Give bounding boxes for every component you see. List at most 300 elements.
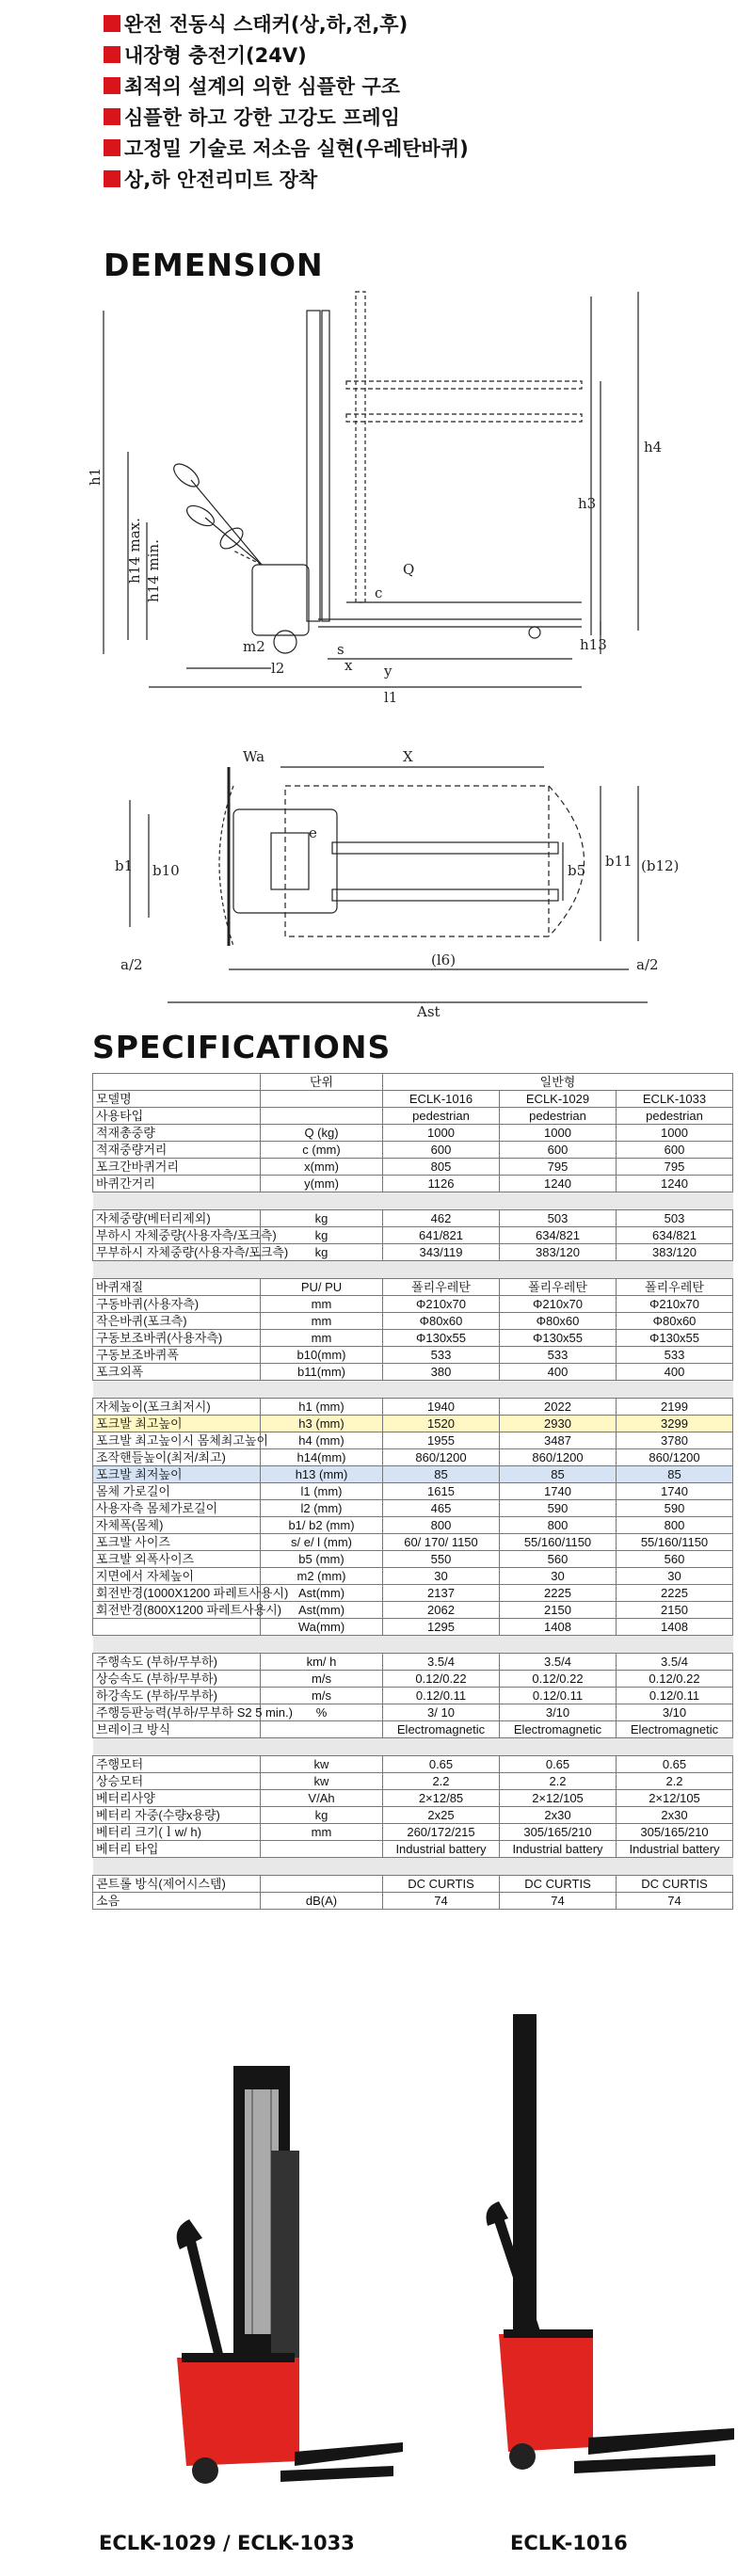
- spec-row: [93, 1568, 733, 1585]
- spec-unit-cell: s/ e/ l (mm): [261, 1534, 383, 1551]
- spec-value-cell: 3/10: [617, 1704, 733, 1721]
- spec-row: [93, 1585, 733, 1602]
- spec-label-cell: 주행등판능력(부하/무부하 S2 5 min.): [93, 1704, 261, 1721]
- spec-value-cell: 85: [500, 1466, 617, 1483]
- spec-value-cell: 1740: [617, 1483, 733, 1500]
- feature-list: [104, 8, 469, 194]
- spec-value-cell: 30: [383, 1568, 500, 1585]
- h3-label: h3: [578, 495, 597, 512]
- spec-value-cell: Φ130x55: [383, 1330, 500, 1347]
- spec-value-cell: 1000: [500, 1125, 617, 1142]
- spec-value-cell: DC CURTIS: [500, 1876, 617, 1893]
- spec-row: [93, 1347, 733, 1364]
- m2-label: m2: [243, 638, 265, 655]
- spec-row: [93, 1091, 733, 1108]
- spec-gap-row: [93, 1192, 733, 1210]
- spec-value-cell: ECLK-1016: [383, 1091, 500, 1108]
- spec-row: [93, 1416, 733, 1432]
- spec-value-cell: 600: [500, 1142, 617, 1159]
- spec-row: [93, 1824, 733, 1841]
- feature-text: 완전 전동식 스태커(상,하,전,후): [124, 12, 409, 36]
- b11-label: b11: [605, 853, 633, 870]
- feature-text: 심플한 하고 강한 고강도 프레임: [124, 105, 400, 129]
- spec-unit-cell: c (mm): [261, 1142, 383, 1159]
- h14max-label: h14 max.: [126, 518, 143, 584]
- spec-label-cell: 사용자측 몸체가로길이: [93, 1500, 261, 1517]
- spec-label-cell: 베터리 크기(ｌw/ h): [93, 1824, 261, 1841]
- spec-value-cell: 85: [383, 1466, 500, 1483]
- spec-label-cell: 무부하시 자체중량(사용자측/포크측): [93, 1244, 261, 1261]
- spec-row: [93, 1756, 733, 1773]
- spec-unit-cell: kw: [261, 1756, 383, 1773]
- spec-value-cell: Φ80x60: [617, 1313, 733, 1330]
- spec-value-cell: 1295: [383, 1619, 500, 1636]
- spec-value-cell: 0.12/0.22: [383, 1671, 500, 1688]
- spec-value-cell: 2150: [500, 1602, 617, 1619]
- spec-value-cell: 634/821: [500, 1227, 617, 1244]
- spec-value-cell: 폴리우레탄: [617, 1279, 733, 1296]
- dimension-title: DEMENSION: [104, 247, 324, 283]
- spec-row: [93, 1125, 733, 1142]
- spec-value-cell: Φ80x60: [383, 1313, 500, 1330]
- spec-value-cell: 305/165/210: [617, 1824, 733, 1841]
- spec-value-cell: 2022: [500, 1399, 617, 1416]
- spec-value-cell: Electromagnetic: [500, 1721, 617, 1738]
- spec-value-cell: 533: [617, 1347, 733, 1364]
- spec-gap-cell: [93, 1858, 733, 1876]
- spec-unit-cell: l1 (mm): [261, 1483, 383, 1500]
- spec-value-cell: 634/821: [617, 1227, 733, 1244]
- spec-label-cell: 부하시 자체중량(사용자측/포크측): [93, 1227, 261, 1244]
- spec-label-cell: 포크발 사이즈: [93, 1534, 261, 1551]
- spec-value-cell: 74: [383, 1893, 500, 1910]
- spec-row: [93, 1364, 733, 1381]
- spec-value-cell: 폴리우레탄: [500, 1279, 617, 1296]
- spec-value-cell: 3/ 10: [383, 1704, 500, 1721]
- spec-label-cell: 포크발 최저높이: [93, 1466, 261, 1483]
- spec-row: [93, 1807, 733, 1824]
- feature-text: 고정밀 기술로 저소음 실현(우레탄바퀴): [124, 136, 469, 160]
- spec-gap-cell: [93, 1192, 733, 1210]
- spec-value-cell: 380: [383, 1364, 500, 1381]
- feature-item: [104, 132, 469, 163]
- spec-value-cell: Φ210x70: [500, 1296, 617, 1313]
- a2-right-label: a/2: [636, 956, 659, 973]
- red-square-bullet-icon: [104, 46, 120, 63]
- spec-unit-cell: b5 (mm): [261, 1551, 383, 1568]
- spec-row: [93, 1279, 733, 1296]
- l2-label: l2: [271, 660, 285, 677]
- spec-unit-cell: l2 (mm): [261, 1500, 383, 1517]
- spec-value-cell: 2x25: [383, 1807, 500, 1824]
- specifications-title: SPECIFICATIONS: [92, 1029, 392, 1065]
- h13-label: h13: [580, 636, 607, 653]
- red-square-bullet-icon: [104, 139, 120, 156]
- spec-row: [93, 1602, 733, 1619]
- spec-unit-cell: [261, 1721, 383, 1738]
- spec-value-cell: 400: [617, 1364, 733, 1381]
- spec-value-cell: 1940: [383, 1399, 500, 1416]
- spec-value-cell: 2930: [500, 1416, 617, 1432]
- spec-label-cell: 구동바퀴(사용자측): [93, 1296, 261, 1313]
- caption-eclk-1016: ECLK-1016: [510, 2532, 628, 2554]
- spec-label-cell: 포크간바퀴거리: [93, 1159, 261, 1176]
- spec-value-cell: 0.12/0.11: [383, 1688, 500, 1704]
- spec-value-cell: 1240: [500, 1176, 617, 1192]
- spec-unit-cell: x(mm): [261, 1159, 383, 1176]
- spec-unit-cell: b10(mm): [261, 1347, 383, 1364]
- spec-value-cell: 55/160/1150: [500, 1534, 617, 1551]
- spec-unit-cell: mm: [261, 1313, 383, 1330]
- wa-label: Wa: [243, 748, 265, 765]
- top-view-drawing: [92, 748, 680, 1021]
- spec-unit-cell: mm: [261, 1296, 383, 1313]
- spec-value-cell: 2×12/85: [383, 1790, 500, 1807]
- spec-unit-cell: Wa(mm): [261, 1619, 383, 1636]
- spec-unit-cell: b1/ b2 (mm): [261, 1517, 383, 1534]
- spec-label-cell: 몸체 가로길이: [93, 1483, 261, 1500]
- spec-value-cell: 800: [500, 1517, 617, 1534]
- spec-label-cell: 회전반경(1000X1200 파레트사용시): [93, 1585, 261, 1602]
- spec-value-cell: 860/1200: [500, 1449, 617, 1466]
- x-top-label: X: [403, 748, 413, 765]
- spec-row: [93, 1773, 733, 1790]
- spec-unit-cell: dB(A): [261, 1893, 383, 1910]
- spec-gap-row: [93, 1261, 733, 1279]
- spec-label-cell: 베터리 자중(수량x용량): [93, 1807, 261, 1824]
- spec-row: [93, 1654, 733, 1671]
- spec-value-cell: 1240: [617, 1176, 733, 1192]
- h14min-label: h14 min.: [145, 539, 162, 602]
- x-label: x: [344, 657, 353, 674]
- spec-value-cell: 305/165/210: [500, 1824, 617, 1841]
- feature-item: [104, 101, 469, 132]
- spec-row: [93, 1330, 733, 1347]
- feature-item: [104, 8, 469, 39]
- spec-value-cell: 795: [500, 1159, 617, 1176]
- spec-value-cell: 2x30: [500, 1807, 617, 1824]
- spec-label-cell: 적재총중량: [93, 1125, 261, 1142]
- q-label: Q: [403, 561, 415, 578]
- spec-row: [93, 1483, 733, 1500]
- spec-row: [93, 1619, 733, 1636]
- spec-label-cell: 포크외폭: [93, 1364, 261, 1381]
- spec-row: [93, 1176, 733, 1192]
- spec-label-cell: 주행모터: [93, 1756, 261, 1773]
- spec-label-cell: 포크발 최고높이시 몸체최고높이: [93, 1432, 261, 1449]
- spec-value-cell: 2.2: [383, 1773, 500, 1790]
- spec-label-cell: 회전반경(800X1200 파레트사용시): [93, 1602, 261, 1619]
- spec-value-cell: Electromagnetic: [383, 1721, 500, 1738]
- spec-value-cell: 2225: [500, 1585, 617, 1602]
- spec-unit-cell: b11(mm): [261, 1364, 383, 1381]
- spec-value-cell: 74: [617, 1893, 733, 1910]
- spec-value-cell: 2.2: [617, 1773, 733, 1790]
- spec-value-cell: 3.5/4: [617, 1654, 733, 1671]
- spec-row: [93, 1688, 733, 1704]
- spec-value-cell: 343/119: [383, 1244, 500, 1261]
- spec-label-cell: 브레이크 방식: [93, 1721, 261, 1738]
- spec-value-cell: 2x30: [617, 1807, 733, 1824]
- spec-value-cell: 533: [383, 1347, 500, 1364]
- spec-value-cell: 503: [500, 1210, 617, 1227]
- spec-value-cell: 641/821: [383, 1227, 500, 1244]
- spec-value-cell: 2×12/105: [617, 1790, 733, 1807]
- spec-label-cell: 자체폭(몸체): [93, 1517, 261, 1534]
- spec-unit-cell: m/s: [261, 1671, 383, 1688]
- spec-row: [93, 1466, 733, 1483]
- spec-label-cell: 주행속도 (부하/무부하): [93, 1654, 261, 1671]
- spec-value-cell: Electromagnetic: [617, 1721, 733, 1738]
- spec-value-cell: 2225: [617, 1585, 733, 1602]
- spec-row: [93, 1142, 733, 1159]
- spec-label-cell: 적재중량거리: [93, 1142, 261, 1159]
- ast-label: Ast: [417, 1003, 441, 1020]
- spec-value-cell: Industrial battery: [383, 1841, 500, 1858]
- spec-value-cell: 0.12/0.11: [500, 1688, 617, 1704]
- feature-text: 최적의 설계의 의한 심플한 구조: [124, 74, 400, 98]
- spec-value-cell: 533: [500, 1347, 617, 1364]
- spec-row: [93, 1704, 733, 1721]
- spec-label-cell: 하강속도 (부하/무부하): [93, 1688, 261, 1704]
- spec-value-cell: 550: [383, 1551, 500, 1568]
- spec-unit-cell: kg: [261, 1807, 383, 1824]
- spec-value-cell: 600: [383, 1142, 500, 1159]
- spec-value-cell: 0.12/0.22: [617, 1671, 733, 1688]
- spec-unit-cell: mm: [261, 1824, 383, 1841]
- spec-row: [93, 1876, 733, 1893]
- spec-gap-cell: [93, 1636, 733, 1654]
- spec-label-cell: 포크발 외폭사이즈: [93, 1551, 261, 1568]
- spec-value-cell: DC CURTIS: [617, 1876, 733, 1893]
- spec-value-cell: 1126: [383, 1176, 500, 1192]
- spec-value-cell: Φ210x70: [383, 1296, 500, 1313]
- spec-gap-row: [93, 1738, 733, 1756]
- spec-value-cell: 2×12/105: [500, 1790, 617, 1807]
- spec-unit-cell: h13 (mm): [261, 1466, 383, 1483]
- spec-value-cell: Φ130x55: [500, 1330, 617, 1347]
- spec-unit-cell: V/Ah: [261, 1790, 383, 1807]
- spec-value-cell: 2.2: [500, 1773, 617, 1790]
- spec-value-cell: 1000: [383, 1125, 500, 1142]
- red-square-bullet-icon: [104, 77, 120, 94]
- spec-row: [93, 1108, 733, 1125]
- spec-row: [93, 1432, 733, 1449]
- spec-label-cell: [93, 1619, 261, 1636]
- spec-value-cell: Industrial battery: [500, 1841, 617, 1858]
- spec-gap-row: [93, 1858, 733, 1876]
- spec-row: [93, 1551, 733, 1568]
- spec-label-cell: 작은바퀴(포크측): [93, 1313, 261, 1330]
- spec-unit-cell: h1 (mm): [261, 1399, 383, 1416]
- spec-value-cell: 1955: [383, 1432, 500, 1449]
- spec-row: [93, 1500, 733, 1517]
- spec-value-cell: 800: [617, 1517, 733, 1534]
- spec-unit-cell: m/s: [261, 1688, 383, 1704]
- spec-value-cell: Φ130x55: [617, 1330, 733, 1347]
- red-square-bullet-icon: [104, 15, 120, 32]
- spec-row: [93, 1893, 733, 1910]
- spec-value-cell: 400: [500, 1364, 617, 1381]
- spec-value-cell: 30: [500, 1568, 617, 1585]
- spec-gap-cell: [93, 1261, 733, 1279]
- spec-value-cell: DC CURTIS: [383, 1876, 500, 1893]
- h1-label: h1: [87, 467, 104, 486]
- spec-unit-cell: PU/ PU: [261, 1279, 383, 1296]
- spec-value-cell: 폴리우레탄: [383, 1279, 500, 1296]
- spec-row: [93, 1721, 733, 1738]
- spec-label-cell: 소음: [93, 1893, 261, 1910]
- b12-label: (b12): [641, 857, 680, 874]
- spec-value-cell: 3780: [617, 1432, 733, 1449]
- spec-value-cell: 3/10: [500, 1704, 617, 1721]
- spec-value-cell: 560: [617, 1551, 733, 1568]
- spec-value-cell: 462: [383, 1210, 500, 1227]
- spec-value-cell: 1520: [383, 1416, 500, 1432]
- spec-value-cell: 0.65: [500, 1756, 617, 1773]
- spec-value-cell: Industrial battery: [617, 1841, 733, 1858]
- y-label: y: [384, 663, 393, 680]
- spec-value-cell: 860/1200: [617, 1449, 733, 1466]
- spec-value-cell: 800: [383, 1517, 500, 1534]
- l1-label: l1: [384, 689, 398, 706]
- spec-value-cell: 0.65: [617, 1756, 733, 1773]
- spec-unit-cell: kg: [261, 1227, 383, 1244]
- spec-unit-cell: Q (kg): [261, 1125, 383, 1142]
- feature-item: [104, 39, 469, 70]
- spec-value-cell: 3487: [500, 1432, 617, 1449]
- spec-value-cell: 1615: [383, 1483, 500, 1500]
- spec-value-cell: 60/ 170/ 1150: [383, 1534, 500, 1551]
- h4-label: h4: [644, 439, 663, 456]
- header-empty-cell: [93, 1074, 261, 1091]
- spec-value-cell: 2150: [617, 1602, 733, 1619]
- spec-unit-cell: [261, 1108, 383, 1125]
- spec-label-cell: 구동보조바퀴폭: [93, 1347, 261, 1364]
- spec-label-cell: 상승속도 (부하/무부하): [93, 1671, 261, 1688]
- spec-value-cell: 0.65: [383, 1756, 500, 1773]
- spec-label-cell: 바퀴재질: [93, 1279, 261, 1296]
- spec-value-cell: pedestrian: [383, 1108, 500, 1125]
- spec-value-cell: 1408: [500, 1619, 617, 1636]
- b5-label: b5: [568, 862, 586, 879]
- spec-value-cell: 590: [617, 1500, 733, 1517]
- spec-table: [92, 1073, 733, 1910]
- b1-label: b1: [115, 857, 134, 874]
- spec-label-cell: 바퀴간거리: [93, 1176, 261, 1192]
- spec-value-cell: 465: [383, 1500, 500, 1517]
- spec-label-cell: 베터리사양: [93, 1790, 261, 1807]
- spec-unit-cell: mm: [261, 1330, 383, 1347]
- spec-value-cell: 2199: [617, 1399, 733, 1416]
- spec-unit-cell: h4 (mm): [261, 1432, 383, 1449]
- spec-value-cell: pedestrian: [617, 1108, 733, 1125]
- s-label: s: [337, 641, 344, 658]
- spec-label-cell: 상승모터: [93, 1773, 261, 1790]
- spec-value-cell: 805: [383, 1159, 500, 1176]
- spec-unit-cell: y(mm): [261, 1176, 383, 1192]
- spec-label-cell: 지면에서 자체높이: [93, 1568, 261, 1585]
- spec-label-cell: 조작핸들높이(최저/최고): [93, 1449, 261, 1466]
- product-photo-eclk-1016: [461, 2014, 744, 2504]
- spec-unit-cell: Ast(mm): [261, 1602, 383, 1619]
- spec-unit-cell: h3 (mm): [261, 1416, 383, 1432]
- spec-value-cell: 860/1200: [383, 1449, 500, 1466]
- spec-value-cell: pedestrian: [500, 1108, 617, 1125]
- spec-unit-cell: [261, 1876, 383, 1893]
- spec-unit-cell: h14(mm): [261, 1449, 383, 1466]
- spec-value-cell: 503: [617, 1210, 733, 1227]
- spec-row: [93, 1517, 733, 1534]
- spec-value-cell: 383/120: [617, 1244, 733, 1261]
- spec-value-cell: 600: [617, 1142, 733, 1159]
- spec-row: [93, 1534, 733, 1551]
- spec-value-cell: 0.12/0.11: [617, 1688, 733, 1704]
- spec-unit-cell: kg: [261, 1210, 383, 1227]
- spec-gap-cell: [93, 1738, 733, 1756]
- spec-gap-row: [93, 1636, 733, 1654]
- spec-unit-cell: %: [261, 1704, 383, 1721]
- b10-label: b10: [152, 862, 180, 879]
- spec-label-cell: 콘트롤 방식(제어시스템): [93, 1876, 261, 1893]
- spec-label-cell: 모델명: [93, 1091, 261, 1108]
- feature-item: [104, 70, 469, 101]
- spec-gap-cell: [93, 1381, 733, 1399]
- spec-unit-cell: km/ h: [261, 1654, 383, 1671]
- spec-label-cell: 포크발 최고높이: [93, 1416, 261, 1432]
- spec-row: [93, 1399, 733, 1416]
- spec-label-cell: 자체중량(베터리제외): [93, 1210, 261, 1227]
- spec-row: [93, 1296, 733, 1313]
- spec-unit-cell: kg: [261, 1244, 383, 1261]
- spec-value-cell: 0.12/0.22: [500, 1671, 617, 1688]
- spec-value-cell: 85: [617, 1466, 733, 1483]
- spec-row: [93, 1244, 733, 1261]
- spec-value-cell: ECLK-1033: [617, 1091, 733, 1108]
- spec-label-cell: 사용타입: [93, 1108, 261, 1125]
- spec-label-cell: 구동보조바퀴(사용자측): [93, 1330, 261, 1347]
- spec-row: [93, 1159, 733, 1176]
- red-square-bullet-icon: [104, 108, 120, 125]
- spec-header-row: [93, 1074, 733, 1091]
- feature-text: 상,하 안전리미트 장착: [124, 168, 318, 191]
- side-view-drawing: [87, 292, 666, 725]
- header-unit-cell: 단위: [261, 1074, 383, 1091]
- spec-value-cell: 1408: [617, 1619, 733, 1636]
- spec-value-cell: 590: [500, 1500, 617, 1517]
- spec-value-cell: 3299: [617, 1416, 733, 1432]
- l6-label: (l6): [431, 952, 457, 968]
- a2-left-label: a/2: [120, 956, 143, 973]
- header-group-cell: 일반형: [383, 1074, 733, 1091]
- spec-row: [93, 1210, 733, 1227]
- spec-gap-row: [93, 1381, 733, 1399]
- product-photo-eclk-1029-1033: [92, 2047, 412, 2518]
- spec-row: [93, 1449, 733, 1466]
- spec-value-cell: 3.5/4: [383, 1654, 500, 1671]
- spec-value-cell: 560: [500, 1551, 617, 1568]
- spec-value-cell: 74: [500, 1893, 617, 1910]
- spec-value-cell: 2137: [383, 1585, 500, 1602]
- feature-text: 내장형 충전기(24V): [124, 43, 307, 67]
- spec-unit-cell: kw: [261, 1773, 383, 1790]
- spec-row: [93, 1841, 733, 1858]
- c-label: c: [375, 584, 383, 601]
- spec-unit-cell: [261, 1091, 383, 1108]
- spec-unit-cell: [261, 1841, 383, 1858]
- e-label: e: [309, 824, 317, 841]
- feature-item: [104, 163, 469, 194]
